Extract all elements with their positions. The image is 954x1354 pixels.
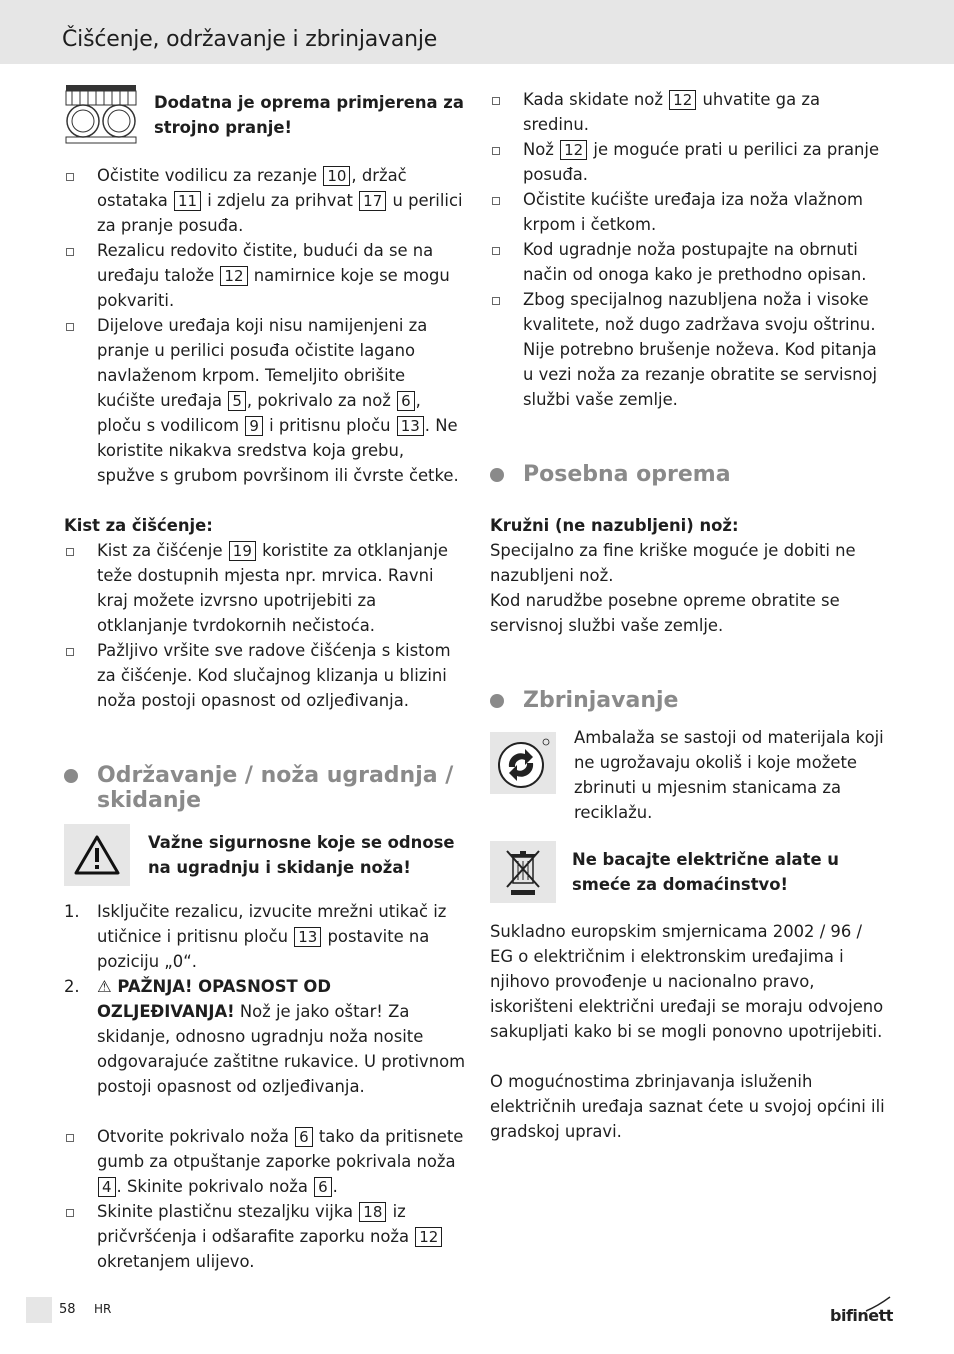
brand-swoosh-icon [864,1296,892,1312]
right-column [490,87,890,1144]
warning-icon [64,824,130,886]
cleaning-list [64,163,466,488]
bullet-dot-icon [490,468,504,482]
directive-text: Sukladno europskim smjernicama 2002 / 96 / EG o električnim i elektronskim uređajima i njihovo provođenje u nacionalno pravo, iskorišteni električni uređaji se moraju odvojeno sakupljati kako bi se mogli ponovno upotrijebiti. [490,922,884,1041]
list-item: Očistite vodilicu za rezanje 10 , držač ostataka 11 i zdjelu za prihvat 17 u perilici za pranje posuđa. [64,163,466,238]
packaging-text: Ambalaža se sastoji od materijala koji ne ugrožavaju okoliš i koje možete zbrinuti u mjesnim stanicama za reciklažu. [574,728,884,822]
language-code: HR [94,1302,112,1316]
disposal-info: O mogućnostima zbrinjavanja isluženih električnih uređaja saznat ćete u svojoj općini ili gradskoj upravi. [490,1072,885,1141]
list-item: Zbog specijalnog nazubljena noža i visoke kvalitete, nož dugo zadržava svoju oštrinu. Nije potrebno brušenje noževa. Kod pitanja u vezi noža za rezanje obratite se servisnoj službi vaše zemlje. [490,287,890,412]
step-item: 1. Isključite rezalicu, izvucite mrežni utikač iz utičnice i pritisnu ploču 13 postavite na poziciju „0“. [64,902,447,971]
brush-heading: Kist za čišćenje: [64,516,213,535]
dishwasher-note [64,83,466,147]
special-text-2: Kod narudžbe posebne opreme obratite se servisnoj službi vaše zemlje. [490,591,840,635]
page-header [0,0,954,64]
bullet-dot-icon [64,769,78,783]
recycling-green-dot-icon [490,732,556,794]
list-item: Pažljivo vršite sve radove čišćenja s kistom za čišćenje. Kod slučajnog klizanja u blizini noža postoji opasnost od ozljeđivanja. [64,638,466,713]
special-text-1: Specijalno za fine kriške moguće je dobiti ne nazubljeni nož. [490,541,856,585]
step-item: 2. ⚠ PAŽNJA! OPASNOST OD OZLJEĐIVANJA! Nož je jako oštar! Za skidanje, odnosno ugradnju noža nosite odgovarajuće zaštitne rukavice. U protivnom postoji opasnost od ozljeđivanja. [64,977,466,1096]
list-item: Dijelove uređaja koji nisu namijenjeni za pranje u perilici posuđa očistite lagano navlaženom krpom. Temeljito obrišite kućište uređaja 5 , pokrivalo za nož 6 , ploču s vodilicom 9 i pritisnu ploču 13 . Ne koristite nikakva sredstva koja grebu, spužve s grubom površinom ili čvrste četke. [64,313,466,488]
bin-note [490,841,890,903]
section-heading-special-equipment: Posebna oprema [490,462,890,487]
bin-note-text: Ne bacajte električne alate u smeće za domaćinstvo! [572,850,839,894]
dishwasher-icon [64,83,138,147]
page-number: 58 [59,1302,76,1317]
footer-page-box [26,1297,52,1323]
brush-list [64,538,466,713]
safety-note [64,824,466,886]
list-item: Skinite plastičnu stezaljku vijka 18 iz pričvršćenja i odšarafite zaporku noža 12 okretanjem ulijevo. [64,1199,466,1274]
bullet-dot-icon [490,694,504,708]
list-item: Nož 12 je moguće prati u perilici za pranje posuđa. [490,137,890,187]
list-item: Rezalicu redovito čistite, budući da se na uređaju talože 12 namirnice koje se mogu pokvariti. [64,238,466,313]
steps-list [64,899,466,1099]
list-item: Kod ugradnje noža postupajte na obrnuti način od onoga kako je prethodno opisan. [490,237,890,287]
list-item: Kist za čišćenje 19 koristite za otklanjanje teže dostupnih mjesta npr. mrvica. Ravni kraj možete izvrsno upotrijebiti za otklanjanje tvrdokornih nečistoća. [64,538,466,638]
section-heading-maintenance: Održavanje / noža ugradnja / skidanje [64,763,466,813]
brand-logo: bifinett [830,1306,893,1325]
crossed-bin-icon [490,841,556,903]
packaging-note [490,729,890,825]
removal-list [64,1124,466,1274]
safety-note-text: Važne sigurnosne koje se odnose na ugradnju i skidanje noža! [148,833,455,877]
knife-list [490,87,890,412]
left-column [64,87,466,1274]
list-item: Kada skidate nož 12 uhvatite ga za sredinu. [490,87,890,137]
list-item: Očistite kućište uređaja iza noža vlažnom krpom i četkom. [490,187,890,237]
list-item: Otvorite pokrivalo noža 6 tako da pritisnete gumb za otpuštanje zaporke pokrivala noža 4 . Skinite pokrivalo noža 6 . [64,1124,466,1199]
dishwasher-note-text: Dodatna je oprema primjerena za strojno pranje! [154,93,464,137]
special-heading: Kružni (ne nazubljeni) nož: [490,516,739,535]
section-heading-disposal: Zbrinjavanje [490,688,890,713]
page-title: Čišćenje, održavanje i zbrinjavanje [62,27,438,52]
